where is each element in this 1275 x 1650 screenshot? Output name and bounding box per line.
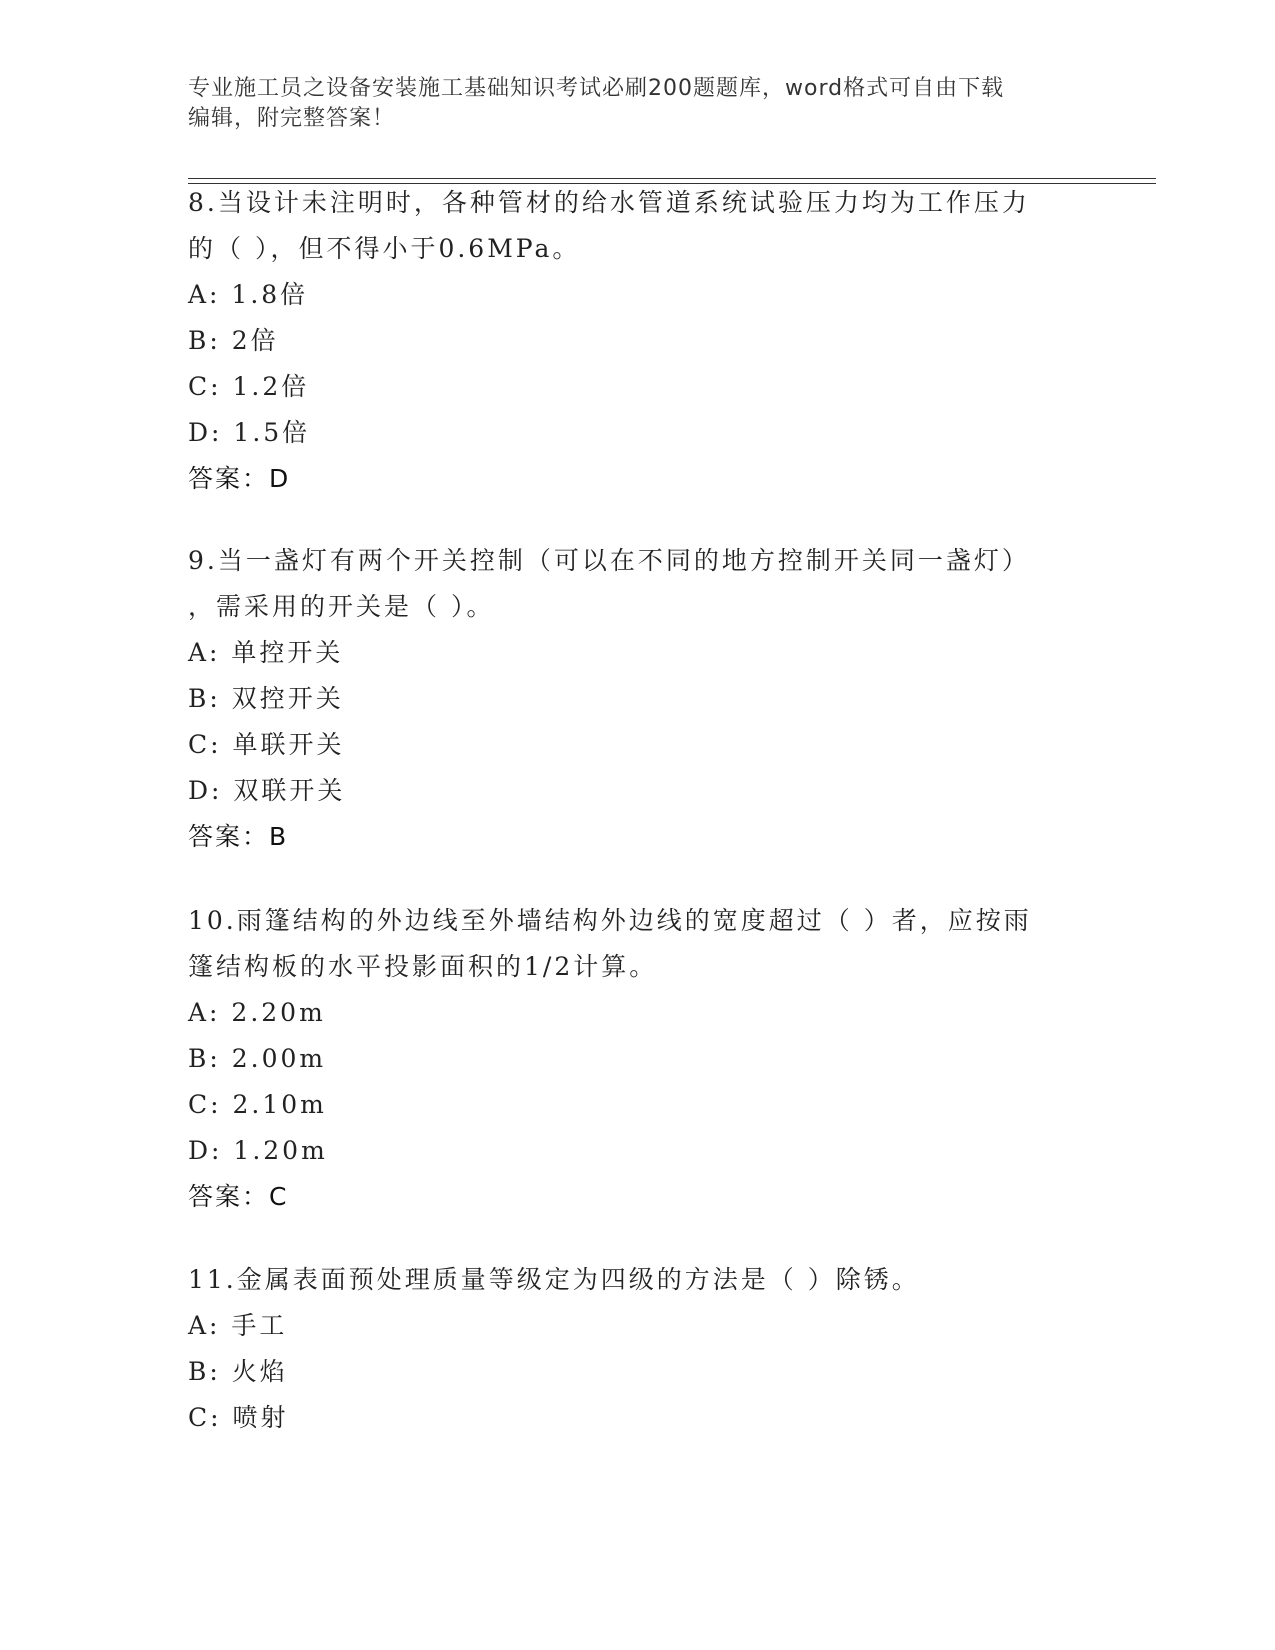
question-stem-line: 11.金属表面预处理质量等级定为四级的方法是（ ）除锈。 bbox=[188, 1265, 920, 1294]
option-b: B: 火焰 bbox=[188, 1357, 288, 1386]
question-stem-line: ，需采用的开关是（ ）。 bbox=[188, 592, 495, 621]
option-c: C: 单联开关 bbox=[188, 730, 345, 759]
option-c: C: 喷射 bbox=[188, 1403, 289, 1432]
header-line-1: 专业施工员之设备安装施工基础知识考试必刷200题题库，word格式可自由下载 bbox=[188, 76, 1005, 101]
question-9 bbox=[188, 538, 1058, 860]
question-stem-line: 篷结构板的水平投影面积的1/2计算。 bbox=[188, 952, 658, 981]
header-line-2: 编辑，附完整答案！ bbox=[188, 106, 396, 131]
option-a: A: 手工 bbox=[188, 1311, 288, 1340]
document-header bbox=[188, 74, 1088, 134]
option-a: A: 单控开关 bbox=[188, 638, 344, 667]
question-stem-line: 10.雨篷结构的外边线至外墙结构外边线的宽度超过（ ）者，应按雨 bbox=[188, 906, 1032, 935]
option-a: A: 2.20m bbox=[188, 998, 326, 1027]
question-11 bbox=[188, 1257, 1058, 1441]
answer-line: 答案：B bbox=[188, 822, 289, 851]
answer-line: 答案：C bbox=[188, 1182, 289, 1211]
answer-line: 答案：D bbox=[188, 464, 291, 493]
option-b: B: 2.00m bbox=[188, 1044, 327, 1073]
option-d: D: 1.20m bbox=[188, 1136, 328, 1165]
option-c: C: 2.10m bbox=[188, 1090, 327, 1119]
question-stem-line: 8.当设计未注明时，各种管材的给水管道系统试验压力均为工作压力 bbox=[188, 188, 1030, 217]
option-a: A: 1.8倍 bbox=[188, 280, 309, 309]
option-d: D: 双联开关 bbox=[188, 776, 346, 805]
question-stem-line: 9.当一盏灯有两个开关控制（可以在不同的地方控制开关同一盏灯） bbox=[188, 546, 1030, 575]
option-d: D: 1.5倍 bbox=[188, 418, 311, 447]
option-b: B: 2倍 bbox=[188, 326, 279, 355]
option-b: B: 双控开关 bbox=[188, 684, 344, 713]
question-10 bbox=[188, 898, 1058, 1220]
option-c: C: 1.2倍 bbox=[188, 372, 310, 401]
question-8 bbox=[188, 180, 1058, 502]
question-stem-line: 的（ ），但不得小于0.6MPa。 bbox=[188, 234, 581, 263]
